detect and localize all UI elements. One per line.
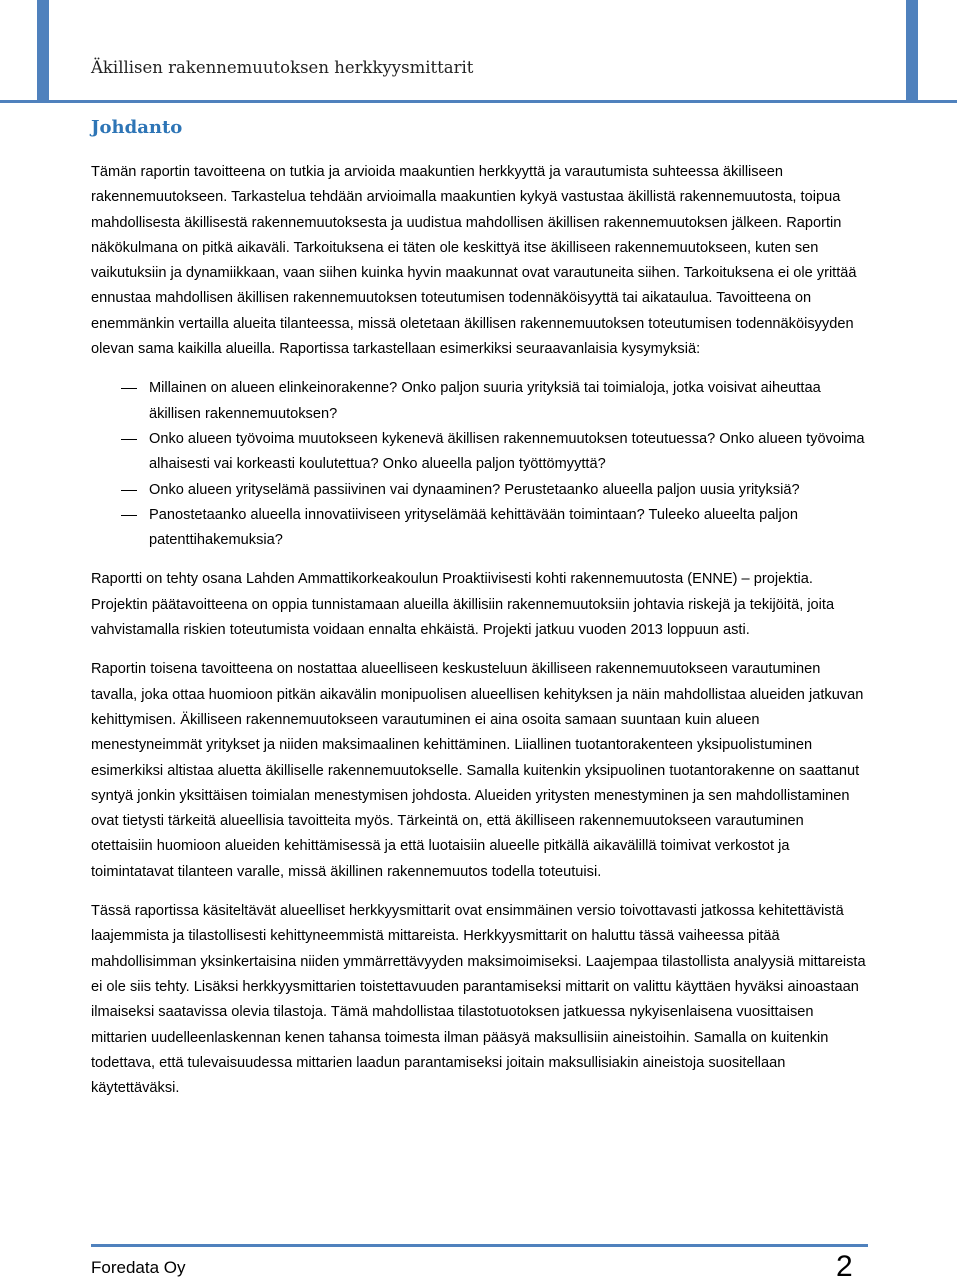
- question-list: [91, 376, 868, 553]
- dash-bullet-icon: [121, 388, 137, 389]
- paragraph-project: Raportti on tehty osana Lahden Ammattikorkeakoulun Proaktiivisesti kohti rakennemuutosta (ENNE) – projektia. Projektin päätavoitteena on oppia tunnistamaan alueilla äkillisiin rakennemuutoksiin johtavia riskejä ja tekijöitä, joita vahvistamalla riskien toteutumista voidaan ennalta ehkäistä. Projekti jatkuu vuoden 2013 loppuun asti.: [91, 571, 835, 639]
- paragraph-second-goal: Raportin toisena tavoitteena on nostattaa alueelliseen keskusteluun äkilliseen rakennemuutokseen varautuminen tavalla, joka ottaa huomioon pitkän aikavälin monipuolisen alueellisen kehityksen ja näin mahdollistaa alueiden jatkuvan kehittymisen. Äkilliseen rakennemuutokseen varautuminen ei aina osoita samaan suuntaan kuin alueen menestyneimmät yritykset ja niiden maksimaalinen kehittäminen. Liiallinen tuotantorakenteen yksipuolistuminen esimerkiksi altistaa aluetta äkilliselle rakennemuutokselle. Samalla kuitenkin yksipuolinen tuotantorakenne on saattanut syntyä jonkin yksittäisen toimialan menestymisen johdosta. Alueiden yritysten menestyminen ja sen mahdollistaminen ovat tietysti tärkeitä alueellisia tavoitteita myös. Tärkeintä on, että äkilliseen rakennemuutokseen varautuminen otettaisiin huomioon alueiden kehittämisessä ja että luotaisiin alueelle pitkällä aikavälillä toimivat verkostot ja toimintatavat tilanteen varalle, missä äkillinen rakennemuutos todella toteutuisi.: [91, 661, 864, 880]
- header-left-accent-bar: [37, 0, 49, 100]
- dash-bullet-icon: [121, 490, 137, 491]
- page-number: 2: [836, 1250, 853, 1283]
- document-header-title: Äkillisen rakennemuutoksen herkkyysmittarit: [91, 58, 474, 77]
- header-right-accent-bar: [906, 0, 918, 100]
- paragraph-indicators: Tässä raportissa käsiteltävät alueelliset herkkyysmittarit ovat ensimmäinen versio toivottavasti jatkossa kehitettävistä laajemmista ja tilastollisesti kehittyneemmistä mittareista. Herkkyysmittarit on haluttu tässä vaiheessa pitää mahdollisimman yksinkertaisina niiden ymmärrettävyyden maksimoimiseksi. Laajempaa tilastollista analyysiä mittareista ei ole siis tehty. Lisäksi herkkyysmittarien toistettavuuden parantamiseksi mittarit on valittu käyttäen hyväksi ainoastaan ilmaiseksi saatavissa olevia tilastoja. Tämä mahdollistaa tilastotuotoksen jatkuessa nykyisenlaisena vuosittaisen mittarien uudelleenlaskennan kenen tahansa toimesta ilman pääsyä maksullisiin aineistoihin. Samalla on kuitenkin todettava, että tulevaisuudessa mittarien laadun parantamiseksi joitain maksullisiakin aineistoja suositellaan käytettäväksi.: [91, 903, 866, 1097]
- list-item: [91, 478, 868, 503]
- list-item: [91, 376, 868, 427]
- list-item-text: Millainen on alueen elinkeinorakenne? Onko paljon suuria yrityksiä tai toimialoja, jotka voisivat aiheuttaa äkillisen rakennemuutoksen?: [149, 380, 821, 422]
- list-item-text: Onko alueen yrityselämä passiivinen vai dynaaminen? Perustetaanko alueella paljon uusia yrityksiä?: [149, 481, 800, 498]
- header-divider: [0, 100, 957, 103]
- list-item-text: Panostetaanko alueella innovatiiviseen yrityselämää kehittävään toimintaan? Tuleeko alueelta paljon patenttihakemuksia?: [149, 506, 799, 549]
- body-content: [91, 160, 868, 1115]
- dash-bullet-icon: [121, 439, 137, 440]
- list-item-text: Onko alueen työvoima muutokseen kykenevä äkillisen rakennemuutoksen toteutuessa? Onko alueen työvoima alhaisesti vai korkeasti koulutettua? Onko alueella paljon työttömyyttä?: [149, 430, 865, 473]
- section-heading: Johdanto: [91, 117, 183, 138]
- list-item: [91, 427, 868, 478]
- dash-bullet-icon: [121, 515, 137, 516]
- footer-company-name: Foredata Oy: [91, 1258, 186, 1277]
- list-item: [91, 503, 868, 554]
- footer-divider: [91, 1244, 868, 1247]
- paragraph-intro: Tämän raportin tavoitteena on tutkia ja arvioida maakuntien herkkyyttä ja varautumista suhteessa äkilliseen rakennemuutokseen. Tarkastelua tehdään arvioimalla maakuntien kykyä vastustaa äkillistä rakennemuutosta, toipua mahdollisesta äkillisestä rakennemuutoksesta ja uudistua mahdollisen äkillisen rakennemuutoksen jälkeen. Raportin näkökulmana on pitkä aikaväli. Tarkoituksena ei täten ole keskittyä itse äkilliseen rakennemuutokseen, kuten sen vaikutuksiin ja dynamiikkaan, vaan siihen kuinka hyvin maakunnat ovat varautuneita siihen. Tarkoituksena ei ole yrittää ennustaa mahdollisen äkillisen rakennemuutoksen toteutumisen todennäköisyyttä tai aikataulua. Tavoitteena on enemmänkin vertailla alueita tilanteessa, missä oletetaan äkillisen rakennemuutoksen toteutumisen todennäköisyyden olevan sama kaikilla alueilla. Raportissa tarkastellaan esimerkiksi seuraavanlaisia kysymyksiä:: [91, 164, 857, 358]
